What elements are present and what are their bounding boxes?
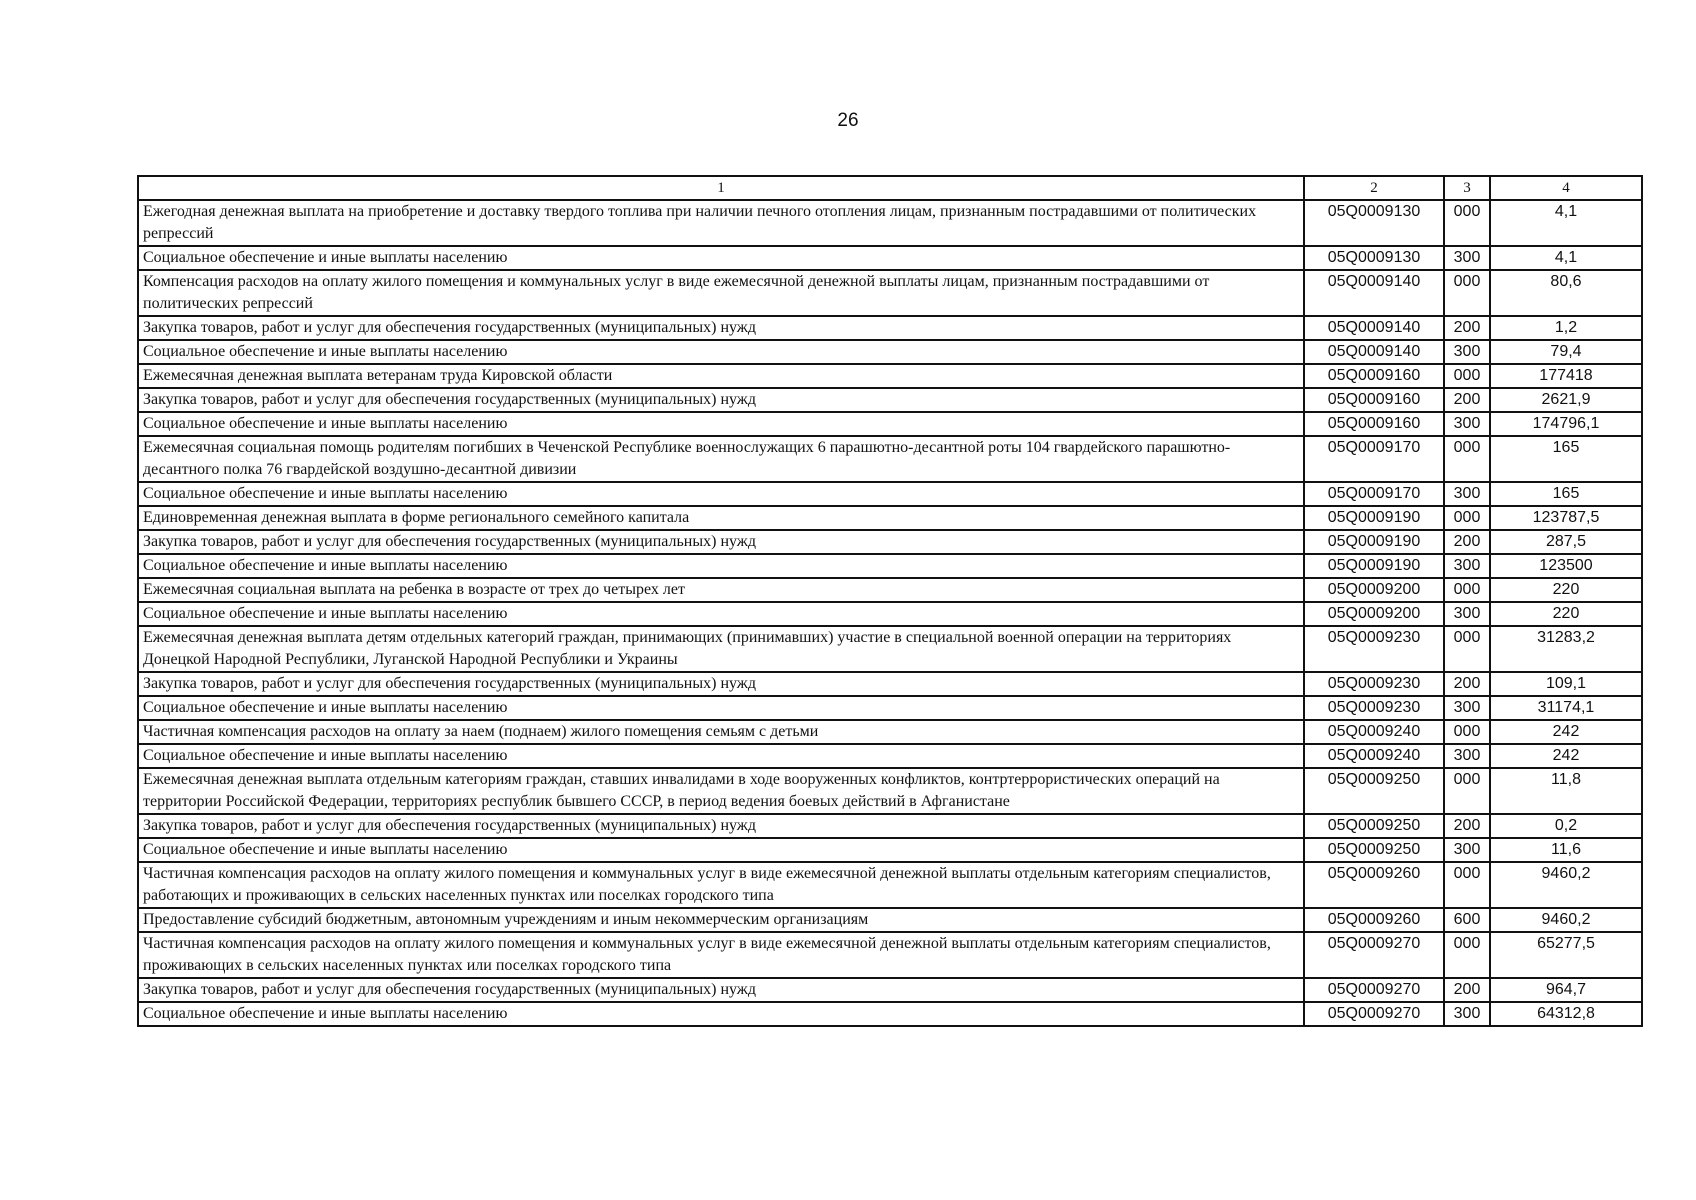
expense-name-cell: Закупка товаров, работ и услуг для обеспечения государственных (муниципальных) нужд (138, 672, 1304, 696)
table-row (138, 436, 1642, 482)
amount-cell: 64312,8 (1490, 1002, 1642, 1026)
table-row (138, 908, 1642, 932)
expense-name-cell: Компенсация расходов на оплату жилого помещения и коммунальных услуг в виде ежемесячной денежной выплаты лицам, признанным пострадавшими от политических репрессий (138, 270, 1304, 316)
table-row (138, 316, 1642, 340)
expense-name-cell: Предоставление субсидий бюджетным, автономным учреждениям и иным некоммерческим организациям (138, 908, 1304, 932)
target-article-code-cell: 05Q0009160 (1304, 364, 1444, 388)
expense-name-cell: Закупка товаров, работ и услуг для обеспечения государственных (муниципальных) нужд (138, 316, 1304, 340)
expense-name-cell: Частичная компенсация расходов на оплату жилого помещения и коммунальных услуг в виде ежемесячной денежной выплаты отдельным категориям специалистов, проживающих в сельских населенных пунктах или поселках городского типа (138, 932, 1304, 978)
header-col-4: 4 (1490, 176, 1642, 200)
target-article-code-cell: 05Q0009270 (1304, 1002, 1444, 1026)
amount-cell: 9460,2 (1490, 862, 1642, 908)
amount-cell: 79,4 (1490, 340, 1642, 364)
expense-type-cell: 300 (1444, 696, 1490, 720)
amount-cell: 4,1 (1490, 246, 1642, 270)
table-row (138, 578, 1642, 602)
target-article-code-cell: 05Q0009200 (1304, 578, 1444, 602)
amount-cell: 123500 (1490, 554, 1642, 578)
expense-type-cell: 300 (1444, 744, 1490, 768)
target-article-code-cell: 05Q0009160 (1304, 388, 1444, 412)
target-article-code-cell: 05Q0009240 (1304, 720, 1444, 744)
table-row (138, 412, 1642, 436)
expense-name-cell: Единовременная денежная выплата в форме регионального семейного капитала (138, 506, 1304, 530)
target-article-code-cell: 05Q0009250 (1304, 838, 1444, 862)
amount-cell: 165 (1490, 482, 1642, 506)
table-row (138, 720, 1642, 744)
expense-name-cell: Закупка товаров, работ и услуг для обеспечения государственных (муниципальных) нужд (138, 388, 1304, 412)
table-row (138, 246, 1642, 270)
table-row (138, 838, 1642, 862)
expense-name-cell: Социальное обеспечение и иные выплаты населению (138, 554, 1304, 578)
table-row (138, 364, 1642, 388)
expense-type-cell: 000 (1444, 200, 1490, 246)
target-article-code-cell: 05Q0009140 (1304, 340, 1444, 364)
table-row (138, 530, 1642, 554)
expense-name-cell: Социальное обеспечение и иные выплаты населению (138, 412, 1304, 436)
amount-cell: 80,6 (1490, 270, 1642, 316)
table-header (138, 176, 1642, 200)
expense-type-cell: 300 (1444, 838, 1490, 862)
header-col-3: 3 (1444, 176, 1490, 200)
amount-cell: 109,1 (1490, 672, 1642, 696)
expense-name-cell: Ежегодная денежная выплата на приобретение и доставку твердого топлива при наличии печного отопления лицам, признанным пострадавшими от политических репрессий (138, 200, 1304, 246)
expense-type-cell: 300 (1444, 412, 1490, 436)
expense-name-cell: Социальное обеспечение и иные выплаты населению (138, 602, 1304, 626)
target-article-code-cell: 05Q0009140 (1304, 316, 1444, 340)
target-article-code-cell: 05Q0009170 (1304, 436, 1444, 482)
target-article-code-cell: 05Q0009160 (1304, 412, 1444, 436)
target-article-code-cell: 05Q0009140 (1304, 270, 1444, 316)
header-col-2: 2 (1304, 176, 1444, 200)
expense-type-cell: 300 (1444, 602, 1490, 626)
target-article-code-cell: 05Q0009230 (1304, 696, 1444, 720)
expense-name-cell: Частичная компенсация расходов на оплату за наем (поднаем) жилого помещения семьям с детьми (138, 720, 1304, 744)
table-row (138, 602, 1642, 626)
amount-cell: 4,1 (1490, 200, 1642, 246)
amount-cell: 123787,5 (1490, 506, 1642, 530)
expense-name-cell: Ежемесячная денежная выплата отдельным категориям граждан, ставших инвалидами в ходе вооруженных конфликтов, контртеррористических операций на территории Российской Федерации, территориях республик бывшего СССР, в период ведения боевых действий в Афганистане (138, 768, 1304, 814)
amount-cell: 220 (1490, 602, 1642, 626)
expense-type-cell: 000 (1444, 932, 1490, 978)
target-article-code-cell: 05Q0009260 (1304, 908, 1444, 932)
expense-name-cell: Социальное обеспечение и иные выплаты населению (138, 246, 1304, 270)
expense-name-cell: Закупка товаров, работ и услуг для обеспечения государственных (муниципальных) нужд (138, 978, 1304, 1002)
target-article-code-cell: 05Q0009230 (1304, 672, 1444, 696)
target-article-code-cell: 05Q0009130 (1304, 246, 1444, 270)
amount-cell: 287,5 (1490, 530, 1642, 554)
table-row (138, 862, 1642, 908)
target-article-code-cell: 05Q0009230 (1304, 626, 1444, 672)
expense-type-cell: 000 (1444, 436, 1490, 482)
target-article-code-cell: 05Q0009260 (1304, 862, 1444, 908)
table-row (138, 200, 1642, 246)
page-number: 26 (837, 110, 859, 131)
header-row (138, 176, 1642, 200)
amount-cell: 174796,1 (1490, 412, 1642, 436)
table-row (138, 768, 1642, 814)
expense-name-cell: Социальное обеспечение и иные выплаты населению (138, 838, 1304, 862)
expense-type-cell: 300 (1444, 482, 1490, 506)
expense-type-cell: 200 (1444, 672, 1490, 696)
expense-type-cell: 000 (1444, 270, 1490, 316)
amount-cell: 165 (1490, 436, 1642, 482)
amount-cell: 31283,2 (1490, 626, 1642, 672)
expense-type-cell: 000 (1444, 862, 1490, 908)
expense-name-cell: Закупка товаров, работ и услуг для обеспечения государственных (муниципальных) нужд (138, 530, 1304, 554)
expense-name-cell: Ежемесячная социальная выплата на ребенка в возрасте от трех до четырех лет (138, 578, 1304, 602)
table-row (138, 626, 1642, 672)
target-article-code-cell: 05Q0009200 (1304, 602, 1444, 626)
amount-cell: 242 (1490, 744, 1642, 768)
target-article-code-cell: 05Q0009270 (1304, 978, 1444, 1002)
target-article-code-cell: 05Q0009250 (1304, 768, 1444, 814)
expense-type-cell: 000 (1444, 626, 1490, 672)
expense-name-cell: Социальное обеспечение и иные выплаты населению (138, 744, 1304, 768)
expense-name-cell: Ежемесячная денежная выплата детям отдельных категорий граждан, принимающих (принимавших) участие в специальной военной операции на территориях Донецкой Народной Республики, Луганской Народной Республики и Украины (138, 626, 1304, 672)
table-row (138, 388, 1642, 412)
expense-type-cell: 200 (1444, 814, 1490, 838)
expense-type-cell: 200 (1444, 316, 1490, 340)
amount-cell: 177418 (1490, 364, 1642, 388)
expense-name-cell: Социальное обеспечение и иные выплаты населению (138, 696, 1304, 720)
table-row (138, 340, 1642, 364)
expense-type-cell: 200 (1444, 530, 1490, 554)
expense-type-cell: 200 (1444, 388, 1490, 412)
table-row (138, 1002, 1642, 1026)
table-row (138, 978, 1642, 1002)
expense-type-cell: 200 (1444, 978, 1490, 1002)
expense-type-cell: 600 (1444, 908, 1490, 932)
expense-name-cell: Ежемесячная социальная помощь родителям погибших в Чеченской Республике военнослужащих 6 парашютно-десантной роты 104 гвардейского парашютно-десантного полка 76 гвардейской воздушно-десантной дивизии (138, 436, 1304, 482)
target-article-code-cell: 05Q0009190 (1304, 530, 1444, 554)
expense-type-cell: 000 (1444, 364, 1490, 388)
table-row (138, 672, 1642, 696)
target-article-code-cell: 05Q0009190 (1304, 554, 1444, 578)
expense-type-cell: 000 (1444, 720, 1490, 744)
expense-name-cell: Ежемесячная денежная выплата ветеранам труда Кировской области (138, 364, 1304, 388)
amount-cell: 9460,2 (1490, 908, 1642, 932)
target-article-code-cell: 05Q0009170 (1304, 482, 1444, 506)
expense-type-cell: 000 (1444, 768, 1490, 814)
amount-cell: 242 (1490, 720, 1642, 744)
expense-name-cell: Социальное обеспечение и иные выплаты населению (138, 482, 1304, 506)
table-row (138, 696, 1642, 720)
expense-name-cell: Социальное обеспечение и иные выплаты населению (138, 340, 1304, 364)
header-col-1: 1 (138, 176, 1304, 200)
expense-type-cell: 300 (1444, 1002, 1490, 1026)
amount-cell: 65277,5 (1490, 932, 1642, 978)
expense-type-cell: 300 (1444, 246, 1490, 270)
expense-name-cell: Социальное обеспечение и иные выплаты населению (138, 1002, 1304, 1026)
amount-cell: 1,2 (1490, 316, 1642, 340)
table-row (138, 270, 1642, 316)
amount-cell: 220 (1490, 578, 1642, 602)
expense-type-cell: 300 (1444, 554, 1490, 578)
target-article-code-cell: 05Q0009240 (1304, 744, 1444, 768)
amount-cell: 11,6 (1490, 838, 1642, 862)
target-article-code-cell: 05Q0009130 (1304, 200, 1444, 246)
amount-cell: 964,7 (1490, 978, 1642, 1002)
expense-type-cell: 300 (1444, 340, 1490, 364)
amount-cell: 11,8 (1490, 768, 1642, 814)
expense-type-cell: 000 (1444, 506, 1490, 530)
expense-name-cell: Частичная компенсация расходов на оплату жилого помещения и коммунальных услуг в виде ежемесячной денежной выплаты отдельным категориям специалистов, работающих и проживающих в сельских населенных пунктах или поселках городского типа (138, 862, 1304, 908)
table-row (138, 814, 1642, 838)
table-row (138, 506, 1642, 530)
target-article-code-cell: 05Q0009250 (1304, 814, 1444, 838)
amount-cell: 0,2 (1490, 814, 1642, 838)
target-article-code-cell: 05Q0009270 (1304, 932, 1444, 978)
target-article-code-cell: 05Q0009190 (1304, 506, 1444, 530)
table-row (138, 932, 1642, 978)
expense-name-cell: Закупка товаров, работ и услуг для обеспечения государственных (муниципальных) нужд (138, 814, 1304, 838)
expense-type-cell: 000 (1444, 578, 1490, 602)
amount-cell: 2621,9 (1490, 388, 1642, 412)
table-row (138, 744, 1642, 768)
table-row (138, 554, 1642, 578)
amount-cell: 31174,1 (1490, 696, 1642, 720)
table-body (138, 200, 1642, 1026)
table-row (138, 482, 1642, 506)
budget-table (137, 175, 1643, 1027)
